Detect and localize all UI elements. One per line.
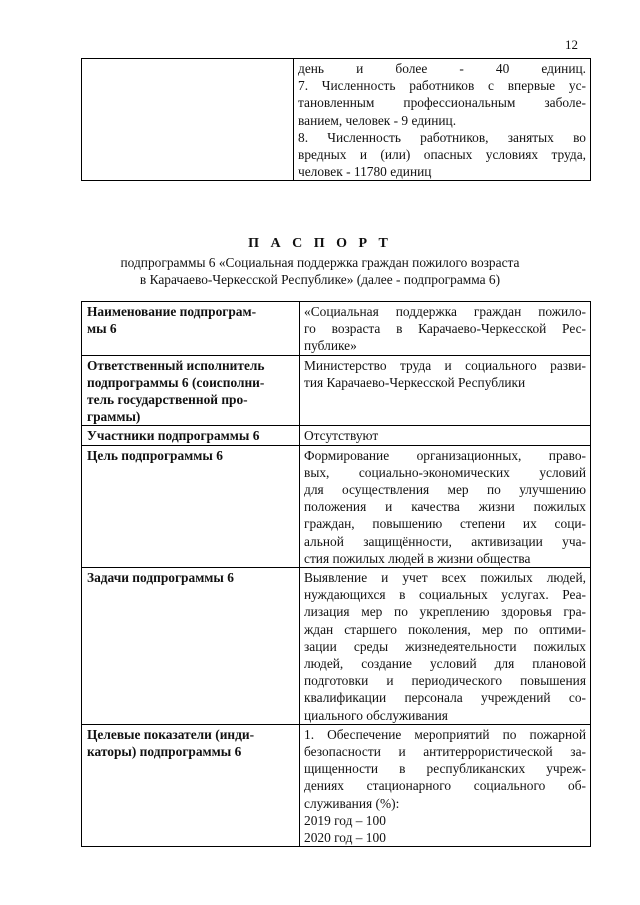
value-line: вых, социально-экономических условий <box>304 464 586 480</box>
label-line: тель государственной про- <box>87 392 248 408</box>
value-line: для осуществления мер по улучшению <box>304 482 586 498</box>
continued-text-cell <box>294 59 591 181</box>
row-value-cell <box>300 724 591 846</box>
row-label-cell <box>82 426 300 445</box>
value-line: безопасности и антитеррористической за- <box>304 744 586 760</box>
value-line: щищенности в республиканских учреж- <box>304 761 586 777</box>
label-line: Ответственный исполнитель <box>87 357 265 373</box>
table-row <box>82 724 591 846</box>
value-line: 2019 год – 100 <box>304 812 386 828</box>
table-row <box>82 568 591 725</box>
row-value-cell <box>300 445 591 567</box>
value-line: Министерство труда и социального разви- <box>304 357 586 373</box>
value-line: зации среды жизнедеятельности пожилых <box>304 638 586 654</box>
value-line: 1. Обеспечение мероприятий по пожарной <box>304 726 586 742</box>
table-row <box>82 59 591 181</box>
row-label-cell <box>82 445 300 567</box>
row-label-cell <box>82 355 300 426</box>
label-line: Цель подпрограммы 6 <box>87 447 223 463</box>
text-line: человек - 11780 единиц <box>298 164 432 180</box>
label-line: Целевые показатели (инди- <box>87 726 255 742</box>
row-value-cell <box>300 355 591 426</box>
label-line: мы 6 <box>87 321 117 337</box>
row-label-cell <box>82 568 300 725</box>
table-row <box>82 445 591 567</box>
row-value-cell <box>300 426 591 445</box>
value-line: Формирование организационных, право- <box>304 447 586 463</box>
text-line: день и более - 40 единиц. <box>298 61 586 76</box>
value-line: Выявление и учет всех пожилых людей, <box>304 570 586 586</box>
value-line: служивания (%): <box>304 795 400 811</box>
value-line: ждан старшего поколения, мер по оптими- <box>304 621 586 637</box>
label-line: подпрограммы 6 (соисполни- <box>87 374 265 390</box>
label-line: Задачи подпрограммы 6 <box>87 570 234 586</box>
empty-cell <box>82 59 294 181</box>
table-row <box>82 426 591 445</box>
subtitle-line: подпрограммы 6 «Социальная поддержка граждан пожилого возраста <box>120 255 520 270</box>
label-line: каторы) подпрограммы 6 <box>87 744 242 760</box>
value-line: лизация мер по укреплению здоровья гра- <box>304 604 586 620</box>
value-line: подготовки и периодического повышения <box>304 673 586 689</box>
row-label-cell <box>82 302 300 356</box>
row-label-cell <box>82 724 300 846</box>
continued-table <box>81 58 591 181</box>
text-line: тановленным профессиональным заболе- <box>298 95 586 111</box>
value-line: публике» <box>304 338 357 354</box>
value-line: «Социальная поддержка граждан пожило- <box>304 304 586 319</box>
row-value-cell <box>300 302 591 356</box>
value-line: квалификации персонала учреждений со- <box>304 690 586 706</box>
value-line: 2020 год – 100 <box>304 830 386 846</box>
value-line: альной защищённости, активизации уча- <box>304 533 586 549</box>
value-line: дениях стационарного социального об- <box>304 778 586 794</box>
page-number: 12 <box>565 37 578 52</box>
label-line: граммы) <box>87 409 141 425</box>
value-line: положения и качества жизни пожилых <box>304 499 586 515</box>
table-row <box>82 355 591 426</box>
label-line: Участники подпрограммы 6 <box>87 428 260 444</box>
text-line: 8. Численность работников, занятых во <box>298 129 586 145</box>
value-line: циального обслуживания <box>304 707 448 723</box>
text-line: ванием, человек - 9 единиц. <box>298 112 457 128</box>
row-value-cell <box>300 568 591 725</box>
label-line: Наименование подпрограм- <box>87 304 257 319</box>
value-line: нуждающихся в социальных услугах. Реа- <box>304 587 586 603</box>
text-line: 7. Численность работников с впервые ус- <box>298 78 586 94</box>
table-row <box>82 302 591 356</box>
text-line: вредных и (или) опасных условиях труда, <box>298 147 586 163</box>
passport-title: П А С П О Р Т <box>248 236 392 251</box>
value-line: Отсутствуют <box>304 428 379 444</box>
value-line: стия пожилых людей в жизни общества <box>304 550 531 566</box>
passport-subtitle <box>0 254 640 288</box>
value-line: людей, создание условий для плановой <box>304 656 586 672</box>
value-line: го возраста в Карачаево-Черкесской Рес- <box>304 321 586 337</box>
value-line: граждан, повышению степени их соци- <box>304 516 586 532</box>
passport-table <box>81 301 591 847</box>
subtitle-line: в Карачаево-Черкесской Республике» (далее - подпрограмма 6) <box>139 272 501 287</box>
value-line: тия Карачаево-Черкесской Республики <box>304 374 526 390</box>
